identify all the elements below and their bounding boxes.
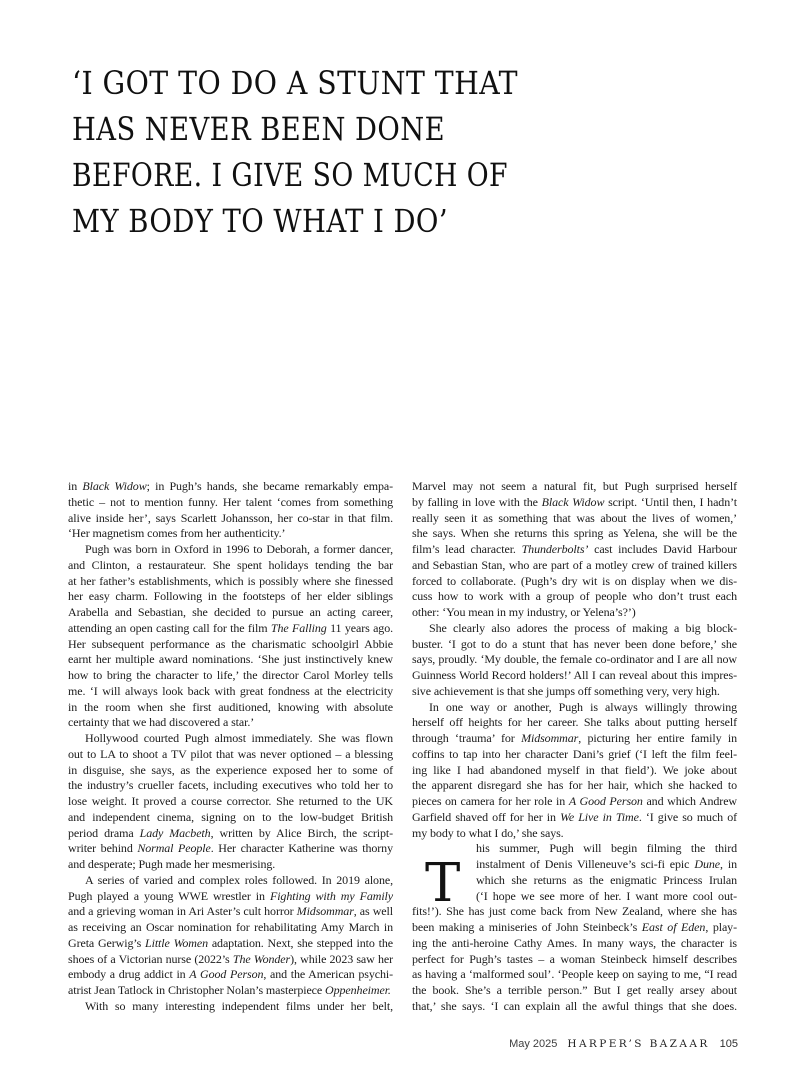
text-line: as having a ‘malformed soul’. ‘People keep on saying to me, “I read	[412, 967, 737, 982]
text-line: by falling in love with the Black Widow script. ‘Until then, I hadn’t	[412, 494, 738, 509]
text-line: other: ‘You mean in my industry, or Yelena’s?’)	[412, 605, 636, 619]
text-line: atrist Jean Tatlock in Christopher Nolan’s masterpiece Oppenheimer.	[68, 983, 391, 997]
page-number: 105	[719, 1038, 738, 1050]
text-line: in Black Widow; in Pugh’s hands, she became remarkably empa-	[68, 479, 393, 493]
text-line: really seen it as something that was about the lives of women,’	[412, 510, 737, 525]
text-line: ‘Her magnetism comes from her authenticity.’	[68, 526, 286, 541]
text-line: lose weight. It proved a course corrector. She returned to the UK	[68, 794, 393, 808]
pull-quote-line	[72, 153, 586, 199]
text-line: Her subsequent performance as the charismatic schoolgirl Abbie	[68, 636, 393, 651]
text-line: thetic – not to mention funny. Her talent ‘comes from something	[68, 494, 393, 509]
text-line: as receiving an Oscar nomination for rehabilitating Amy March in	[68, 920, 393, 934]
text-line: the apparent disregard she has for her hair, which she hacked to	[412, 778, 737, 793]
text-line: which she returns as the enigmatic Princess Irulan	[476, 872, 737, 887]
magazine-title: HARPER’S BAZAAR	[567, 1038, 710, 1050]
text-line: With so many interesting independent films under her belt,	[85, 998, 393, 1013]
page-footer	[0, 1038, 738, 1050]
text-line: Garfield shaved off for her in We Live in Time. ‘I give so much of	[412, 809, 738, 824]
pull-quote-line-text: MY BODY TO WHAT I DO’	[72, 204, 448, 240]
text-line: ing like I had abandoned myself in that field’). We joke about	[412, 762, 737, 777]
text-line: in disguise, she says, as the experience exposed her to some of	[68, 762, 393, 777]
text-line: his summer, Pugh will begin filming the third	[476, 841, 737, 856]
text-line: been making a miniseries of John Steinbeck’s East of Eden, play-	[412, 920, 737, 934]
pull-quote	[72, 61, 586, 245]
text-line: writer behind Normal People. Her character Katherine was thorny	[68, 841, 393, 856]
text-line: how to bring the character to life,’ the director Carol Morley tells	[68, 668, 393, 682]
text-line: In one way or another, Pugh is always willingly throwing	[429, 699, 737, 714]
drop-cap-letter: T	[425, 853, 461, 914]
text-line: Marvel may not seem a natural fit, but Pugh surprised herself	[412, 479, 737, 493]
text-line: and independent cinema, signing on to the low-budget British	[68, 809, 393, 824]
text-line: alive inside her’, says Scarlett Johansson, her co-star in that film.	[68, 510, 393, 525]
text-line: period drama Lady Macbeth, written by Alice Birch, the script-	[68, 825, 393, 840]
right-column	[412, 479, 737, 1015]
text-line: sive achievement is that she jumps off something very, very high.	[412, 683, 720, 698]
text-line: in the room when she first auditioned, knowing with absolute	[68, 699, 393, 714]
article-body	[68, 479, 737, 1015]
text-line: Pugh played a young WWE wrestler in Fighting with my Family	[68, 888, 394, 903]
text-line: pieces on camera for her role in A Good Person and which Andrew	[412, 794, 737, 808]
pull-quote-line-text: HAS NEVER BEEN DONE	[72, 112, 445, 148]
pull-quote-line-text: ‘I GOT TO DO A STUNT THAT	[72, 66, 518, 102]
text-line: and Clinton, a restaurateur. She spent holidays tending the bar	[68, 557, 393, 572]
text-line: my body to what I do,’ she says.	[412, 825, 564, 840]
text-line: Arabella and Sebastian, she decided to pursue an acting career,	[68, 605, 393, 619]
text-line: she says. When she returns this spring as Yelena, she will be the	[412, 526, 737, 541]
pull-quote-line	[72, 199, 586, 245]
text-line: me. ‘I will always look back with great fondness at the electricity	[68, 683, 393, 698]
text-line: (‘I hope we see more of her. I want more cool out-	[476, 888, 737, 903]
text-line: that,’ she says. ‘I can explain all the awful things that she does.	[412, 998, 737, 1013]
text-line: embody a drug addict in A Good Person, and the American psychi-	[68, 967, 394, 982]
text-line: Greta Gerwig’s Little Women adaptation. Next, she stepped into the	[68, 935, 393, 950]
text-line: Hollywood courted Pugh almost immediately. She was flown	[85, 731, 393, 745]
text-line: Guinness World Record holders!’ All I can reveal about this impres-	[412, 668, 737, 682]
issue-date: May 2025	[509, 1038, 558, 1050]
text-line: fits!’). She has just come back from New Zealand, where she has	[412, 904, 737, 919]
text-line: through ‘trauma’ for Midsommar, picturing her entire family in	[412, 731, 738, 745]
text-line: at her father’s establishments, which is possibly where she finessed	[68, 573, 393, 588]
text-line: earnt her multiple award nominations. ‘She just instinctively knew	[68, 652, 393, 667]
text-line: ing the anti-heroine Cathy Ames. In many ways, the character is	[412, 935, 737, 950]
text-line: certainty that we had discovered a star.’	[68, 715, 255, 730]
text-line: She clearly also adores the process of making a big block-	[429, 620, 737, 635]
text-line: coffins to tap into her character Dani’s grief (‘I left the film feel-	[412, 746, 737, 761]
text-line: attending an open casting call for the film The Falling 11 years ago.	[68, 620, 393, 635]
pull-quote-line	[72, 107, 586, 153]
text-line: her easy charm. Following in the footsteps of her elder siblings	[68, 589, 393, 604]
text-line: film’s lead character. Thunderbolts’ cast includes David Harbour	[412, 542, 737, 556]
text-line: the book. She’s a terrible person.” But I get really arsey about	[412, 983, 737, 997]
text-line: A series of varied and complex roles followed. In 2019 alone,	[85, 872, 393, 887]
text-line: Pugh was born in Oxford in 1996 to Deborah, a former dancer,	[85, 542, 393, 556]
text-line: and a grieving woman in Ari Aster’s cult horror Midsommar, as well	[68, 904, 393, 919]
text-line: the industry’s crueller facets, including executives who told her to	[68, 778, 393, 793]
left-column	[68, 479, 393, 1015]
text-line: cuss how to work with a group of people who don’t trust each	[412, 589, 737, 604]
pull-quote-line-text: BEFORE. I GIVE SO MUCH OF	[72, 158, 508, 194]
text-line: instalment of Denis Villeneuve’s sci-fi epic Dune, in	[476, 857, 738, 871]
text-line: and desperate; Pugh made her mesmerising.	[68, 857, 276, 871]
text-line: says, proudly. ‘My double, the female co-ordinator and I are all now	[412, 652, 737, 667]
text-line: perfect for Pugh’s tastes – a woman Steinbeck himself describes	[412, 951, 737, 966]
text-line: forced to collaborate. (Pugh’s dry wit is on display when we dis-	[412, 573, 737, 588]
text-line: shoes of a Victorian nurse (2022’s The Wonder), while 2023 saw her	[68, 951, 393, 966]
text-line: buster. ‘I got to do a stunt that has never been done before,’ she	[412, 636, 737, 651]
pull-quote-line	[72, 61, 586, 107]
text-line: herself off heights for her career. She talks about putting herself	[412, 715, 737, 730]
text-line: and Sebastian Stan, who are part of a motley crew of trained killers	[412, 557, 737, 572]
text-line: out to LA to shoot a TV pilot that was never optioned – a blessing	[68, 746, 393, 761]
